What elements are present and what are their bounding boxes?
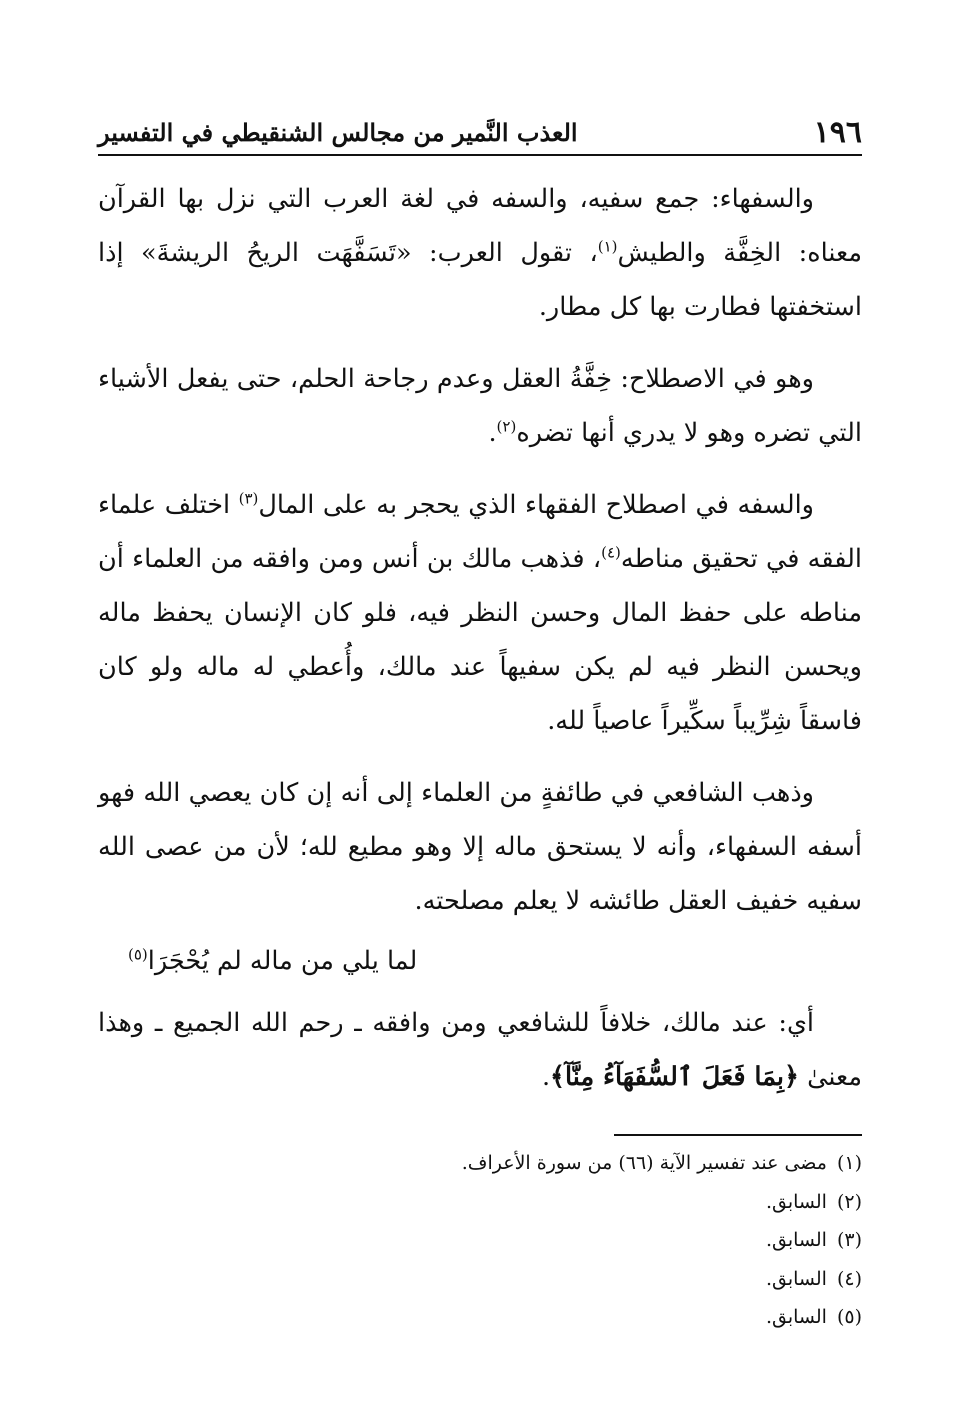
- paragraph-text: أي: عند مالك، خلافاً للشافعي ومن وافقه ـ رحم الله الجميع ـ وهذا معنىٰ: [98, 1008, 862, 1092]
- footnote-5: [98, 1298, 862, 1337]
- footnote-number: (٣): [836, 1229, 862, 1251]
- page-number: ١٩٦: [813, 114, 862, 150]
- footnote-number: (٢): [836, 1190, 862, 1213]
- paragraph-definition-technical: [98, 352, 862, 460]
- paragraph-text: .: [488, 418, 497, 448]
- footnote-rule: [614, 1134, 862, 1136]
- paragraph-text: ، تقول العرب: «تَسَفَّهَت الريحُ الريشةَ» إذا استخفتها فطارت بها كل مطار.: [98, 238, 862, 322]
- paragraph-conclusion: [98, 996, 862, 1104]
- footnote-number: (٥): [836, 1306, 862, 1328]
- paragraph-shafii: [98, 766, 862, 928]
- paragraph-text: والسفهاء: جمع سفيه، والسفه في لغة العرب التي نزل بها القرآن معناه: الخِفَّة والطيش: [98, 184, 862, 268]
- page-header: [98, 108, 862, 156]
- paragraph-text: وهو في الاصطلاح: خِفَّةُ العقل وعدم رجاحة الحلم، حتى يفعل الأشياء التي تضره وهو لا يدري أنها تضره: [98, 364, 862, 448]
- paragraph-text: اختلف علماء الفقه في تحقيق مناطه: [98, 490, 862, 574]
- footnotes: [98, 1144, 862, 1337]
- footnote-2: [98, 1183, 862, 1222]
- paragraph-text: .: [541, 1062, 551, 1092]
- footnote-ref-4[interactable]: (٤): [601, 543, 621, 562]
- footnote-ref-1[interactable]: (١): [597, 237, 618, 256]
- quran-quote: ﴿بِمَا فَعَلَ ٱلسُّفَهَآءُ مِنَّآ﴾: [550, 1062, 799, 1092]
- footnote-text: مضى عند تفسير الآية (٦٦) من سورة الأعراف.: [461, 1152, 827, 1174]
- paragraph-text: ، فذهب مالك بن أنس ومن وافقه من العلماء أن مناطه على حفظ المال وحسن النظر فيه، فلو كان الإنسان يحفظ ماله ويحسن النظر فيه لم يكن سفيهاً عند مالك، وأُعطي له ماله ولو كان فاسقاً شِرِّيباً سكِّيراً عاصياً لله.: [98, 544, 862, 736]
- paragraph-definition-lexical: [98, 172, 862, 334]
- footnote-number: (١): [836, 1152, 862, 1174]
- footnote-3: [98, 1221, 862, 1260]
- footnote-text: السابق.: [765, 1190, 827, 1213]
- verse-text: لما يلي من ماله لم يُحْجَرَا: [147, 946, 418, 976]
- footnote-number: (٤): [836, 1267, 862, 1290]
- paragraph-text: وذهب الشافعي في طائفةٍ من العلماء إلى أنه إن كان يعصي الله فهو أسفه السفهاء، وأنه لا يستحق ماله إلا وهو مطيع لله؛ لأن من عصى الله سفيه خفيف العقل طائشه لا يعلم مصلحته.: [98, 778, 862, 916]
- header-rule: [98, 154, 862, 156]
- footnote-text: السابق.: [765, 1267, 827, 1290]
- paragraph-text: والسفه في اصطلاح الفقهاء الذي يحجر به على المال: [258, 490, 814, 520]
- main-text: [98, 172, 862, 1122]
- paragraph-jurists: [98, 478, 862, 748]
- footnote-text: السابق.: [765, 1229, 827, 1251]
- poetry-verse: [98, 934, 862, 988]
- verse-second-hemistich: [98, 934, 417, 988]
- footnote-ref-3[interactable]: (٣): [238, 489, 259, 508]
- footnote-1: [98, 1144, 862, 1183]
- footnote-4: [98, 1260, 862, 1299]
- footnote-ref-2[interactable]: (٢): [496, 417, 517, 436]
- running-title: العذب النَّمير من مجالس الشنقيطي في التفسير: [98, 117, 578, 147]
- footnote-ref-5[interactable]: (٥): [128, 945, 148, 964]
- footnote-text: السابق.: [765, 1306, 827, 1328]
